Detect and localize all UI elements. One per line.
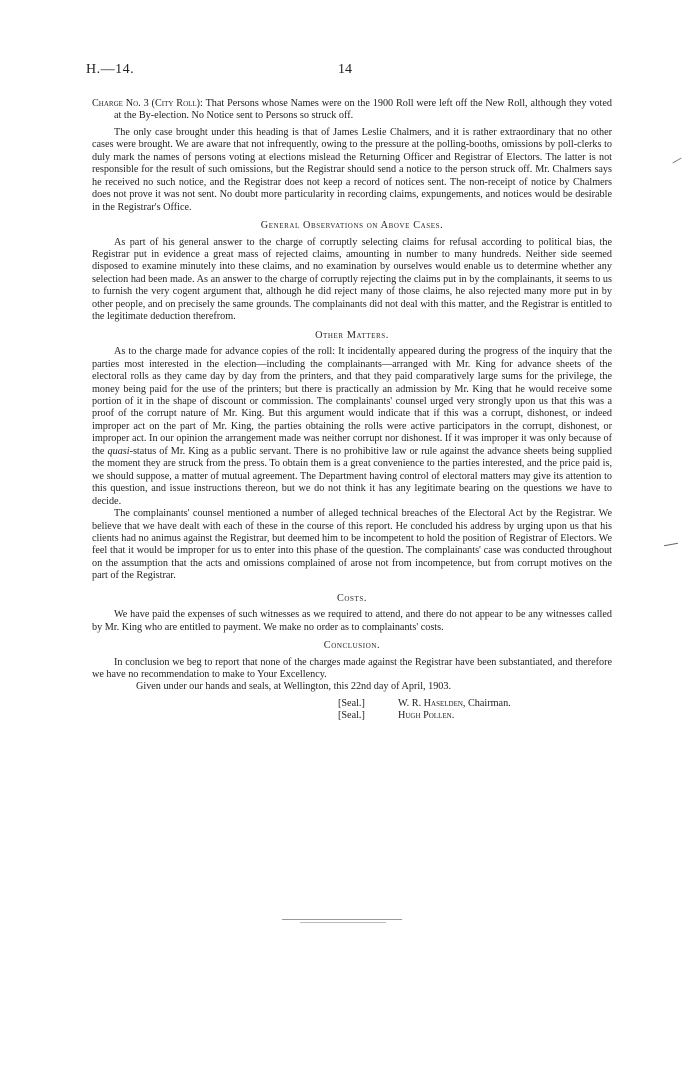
margin-mark bbox=[672, 158, 681, 164]
signatory-chairman bbox=[398, 698, 511, 711]
signatory-member bbox=[398, 710, 511, 723]
footer-rule-short bbox=[300, 922, 386, 923]
general-observations-paragraph: As part of his general answer to the charge of corruptly selecting claims for refusal according to political bias, the Registrar put in evidence a great mass of rejected claims, amounting in number to many hundreds. Neither side seemed disposed to examine minutely into these claims, and no examination by ourselves would enable us to determine whether any selection had been made. As an answer to the charge of corruptly rejecting the claims put in by the complainants, it seems to us to furnish the very cogent argument that, although he did reject many of those claims, he also rejected many more put in by other people, and on precisely the same grounds. The complainants did not deal with this matter, and the Registrar is entitled to the legitimate deduction therefrom. bbox=[92, 236, 612, 323]
margin-mark bbox=[664, 543, 678, 546]
technical-breaches-paragraph: The complainants' counsel mentioned a number of alleged technical breaches of the Electoral Act by the Registrar. We believe that we have dealt with each of these in the course of this report. He concluded his address by urging upon us that his clients had no animus against the Registrar, but deemed him to be incompetent to hold the position of Registrar of Electors. We feel that it would be improper for us to enter into this phase of the question. The complainants' case was conducted throughout on the assumption that the acts and omissions complained of arose not from incompetence, but from corrupt motives on the part of the Registrar. bbox=[92, 508, 612, 582]
seal-label: [Seal.] bbox=[338, 710, 365, 722]
given-under-hands-line: Given under our hands and seals, at Wellington, this 22nd day of April, 1903. bbox=[136, 681, 452, 693]
member-name: Hugh Pollen bbox=[398, 710, 452, 722]
heading-other-matters: Other Matters. bbox=[315, 329, 389, 341]
chairman-name: W. R. Haselden bbox=[398, 697, 463, 709]
chairman-title: , Chairman. bbox=[462, 697, 511, 709]
charge-3-text: That Persons whose Names were on the 1900 Roll were left off the New Roll, although they voted at the By-election. No Notice sent to Persons so struck off. bbox=[114, 98, 612, 122]
chalmers-paragraph: The only case brought under this heading is that of James Leslie Chalmers, and it is rather extraordinary that no other cases were brought. We are aware that not infrequently, owing to the pressure at the polling-booths, omissions by poll-clerks to duly mark the names of persons voting at elections mislead the Returning Officer and Registrar of Electors. The latter is not responsible for the result of such omissions, but the Registrar should send a notice to the person struck off. Mr. Chalmers says he received no such notice, and the Registrar does not keep a record of notices sent. The non-receipt of notice by Chalmers does not prove it was not sent. No doubt more particularity in recording claims, expungements, and notices would be desirable in the Registrar's Office. bbox=[92, 126, 612, 213]
footer-rule bbox=[282, 919, 402, 920]
advance-copies-text-2: -status of Mr. King as a public servant. There is no prohibitive law or rule against the advance sheets being supplied the moment they are struck from the press. To obtain them is a great convenience to the parties interested, and the price paid is, we should suppose, a matter of mutual agreement. The Department having control of electoral matters may give its attention to this question, and issue instructions thereon, but we do not think it has any legitimate bearing on the questions we have to decide. bbox=[92, 445, 612, 507]
charge-3-paragraph bbox=[92, 98, 612, 123]
signature-block bbox=[338, 698, 511, 723]
charge-3-label: Charge No. 3 (City Roll): bbox=[92, 98, 203, 109]
page-number: 14 bbox=[338, 62, 352, 77]
advance-copies-paragraph bbox=[92, 346, 612, 508]
heading-general-observations: General Observations on Above Cases. bbox=[260, 220, 444, 232]
quasi-italic: quasi bbox=[107, 445, 130, 457]
signature-row-chairman bbox=[338, 698, 511, 711]
heading-costs: Costs. bbox=[336, 592, 368, 604]
advance-copies-text-1: As to the charge made for advance copies of the roll: It incidentally appeared during the progress of the inquiry that the parties most interested in the election—including the complainants—arranged with Mr. King for advance sheets of the electoral rolls as they came day by day from the printers, and that they paid comparatively large sums for the privilege, the money being paid for the use of the printers; but there is practically an admission by Mr. King that he would receive some portion of it in the shape of discount or commission. The complainants' counsel urged very strongly upon us that this was a proof of the corrupt nature of Mr. King. But this argument would indicate that if this was a corrupt, dishonest, or indeed improper act on the part of Mr. King, the parties obtaining the rolls were active participators in the corrupt, dishonest, or improper act. In our opinion the arrangement made was neither corrupt nor dishonest. If it was improper it was only because of the bbox=[92, 346, 612, 457]
document-reference: H.—14. bbox=[86, 62, 135, 77]
costs-paragraph: We have paid the expenses of such witnesses as we required to attend, and there do not appear to be any witnesses called by Mr. King who are entitled to payment. We make no order as to complainants' costs. bbox=[92, 609, 612, 633]
member-suffix: . bbox=[451, 710, 455, 722]
seal-label: [Seal.] bbox=[338, 697, 365, 709]
conclusion-paragraph: In conclusion we beg to report that none of the charges made against the Registrar have been substantiated, and therefore we have no recommendation to make to Your Excellency. bbox=[92, 656, 612, 681]
signature-row-member bbox=[338, 710, 511, 723]
heading-conclusion: Conclusion. bbox=[323, 640, 381, 652]
page-body bbox=[92, 98, 612, 723]
